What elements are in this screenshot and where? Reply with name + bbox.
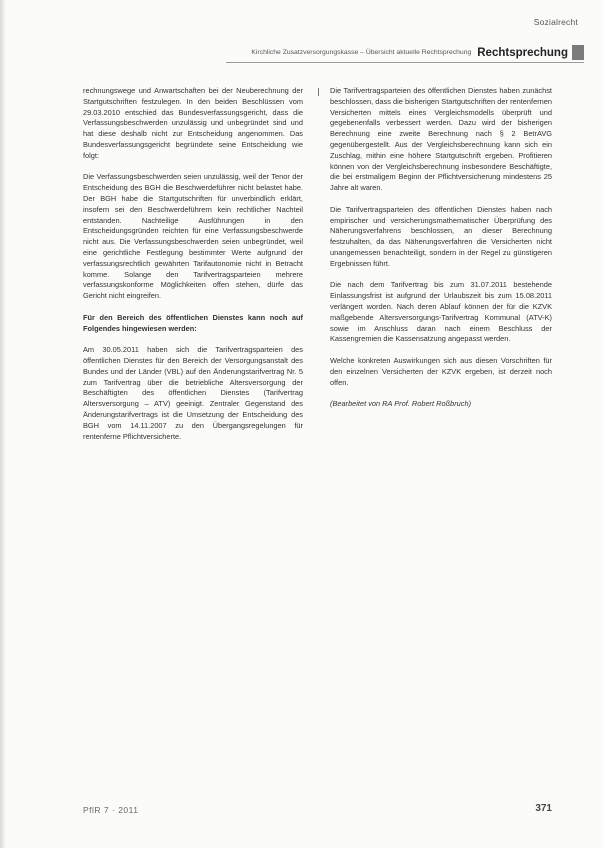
paragraph: Die Tarifvertragsparteien des öffentlichen Dienstes haben zunächst beschlossen, dass die bisherigen Startgutschriften der rentenfernen Versicherten mittels eines Vergleichsmodells überprüft und gegebenenfalls verbessert werden. Dazu wird der bisherigen Berechnung eine zweite Berechnung nach § 2 BetrAVG gegenübergestellt. Aus der Vergleichsberechnung kann sich ein Zuschlag, mithin eine höhere Startgutschrift ergeben. Profitieren können von der Vergleichsberechnung insbesondere Beschäftigte, die bei erstmaligem Beginn der Pflichtversicherung mindestens 25 Jahre alt waren. [330,86,552,193]
author-byline: (Bearbeitet von RA Prof. Robert Roßbruch) [330,399,472,409]
paragraph: Die nach dem Tarifvertrag bis zum 31.07.2011 bestehende Einlassungsfrist ist aufgrund der Urlaubszeit bis zum 15.08.2011 verlängert worden. Nach deren Ablauf können der für die KZVK maßgebende Altersversorgungs-Tarifvertrag Kommunal (ATV-K) sowie im Anschluss daran nach einem Beschluss der Kassengremien die Kassensatzung angepasst werden. [330,280,552,344]
column-marker [318,88,319,96]
right-column [330,86,552,421]
paragraph: Am 30.05.2011 haben sich die Tarifvertragsparteien des öffentlichen Dienstes für den Bereich der Versorgungsanstalt des Bundes und der Länder (VBL) auf den Änderungstarifvertrag Nr. 5 zum Tarifvertrag über die betriebliche Altersversorgung der Beschäftigten des öffentlichen Dienstes (Tarifvertrag Altersversorgung – ATV) geeinigt. Zentraler Gegenstand des Änderungstarifvertrags ist die Umsetzung der Entscheidung des BGH vom 14.11.2007 zu den Übergangsregelungen für rentenferne Pflichtversicherte. [83,345,303,441]
paragraph: Die Verfassungsbeschwerden seien unzulässig, weil der Tenor der Entscheidung des BGH die Beschwerdeführer nicht belastet habe. Der BGH habe die Startgutschriften für unverbindlich erklärt, insofern sei den Beschwerdeführern kein rechtlicher Nachteil entstanden. Nachteilige Ausführungen in den Entscheidungsgründen reichten für eine Verfassungsbeschwerde nicht aus. Die Verfassungsbeschwerden seien unbegründet, weil eine gerichtliche Festlegung bestimmter Werte aufgrund der verfassungsrechtlich gewährten Tarifautonomie nicht in Betracht komme. Solange den Tarifvertragsparteien mehrere verfassungskonforme Möglichkeiten offen stehen, dürfe das Gericht nicht eingreifen. [83,172,303,301]
paragraph-emphasis: Für den Bereich des öffentlichen Dienstes kann noch auf Folgendes hingewiesen werden: [83,312,303,333]
footer-journal: PflR 7 · 2011 [83,805,139,815]
header-marker-box [572,45,584,60]
scan-edge-shadow [0,0,6,848]
left-column [83,86,303,453]
running-header-subtitle: Kirchliche Zusatzversorgungskasse – Übersicht aktuelle Rechtsprechung [251,49,472,56]
running-header [226,45,584,60]
header-rule [226,62,584,63]
paragraph: Welche konkreten Auswirkungen sich aus diesen Vorschriften für den einzelnen Versicherten der KZVK ergeben, ist derzeit noch offen. [330,355,552,387]
running-header-title: Rechtsprechung [477,46,568,59]
page-number: 371 [535,803,552,814]
paragraph: Die Tarifvertragsparteien des öffentlichen Dienstes haben nach empirischer und versicherungsmathematischer Überprüfung des Näherungsverfahrens beschlossen, an dieser Berechnung festzuhalten, da das Näherungsverfahren die Versicherten nicht unangemessen benachteiligt, sondern in der Regel zu günstigeren Ergebnissen führt. [330,204,552,268]
section-label: Sozialrecht [533,17,578,27]
paragraph: rechnungswege und Anwartschaften bei der Neuberechnung der Startgutschriften festzulegen. In den beiden Beschlüssen vom 29.03.2010 entschied das Bundesverfassungsgericht, dass die Verfassungsbeschwerden unzulässig und unbegründet sind und hat diese deshalb nicht zur Entscheidung angenommen. Das Bundesverfassungsgericht begründete seine Entscheidung wie folgt: [83,86,303,160]
